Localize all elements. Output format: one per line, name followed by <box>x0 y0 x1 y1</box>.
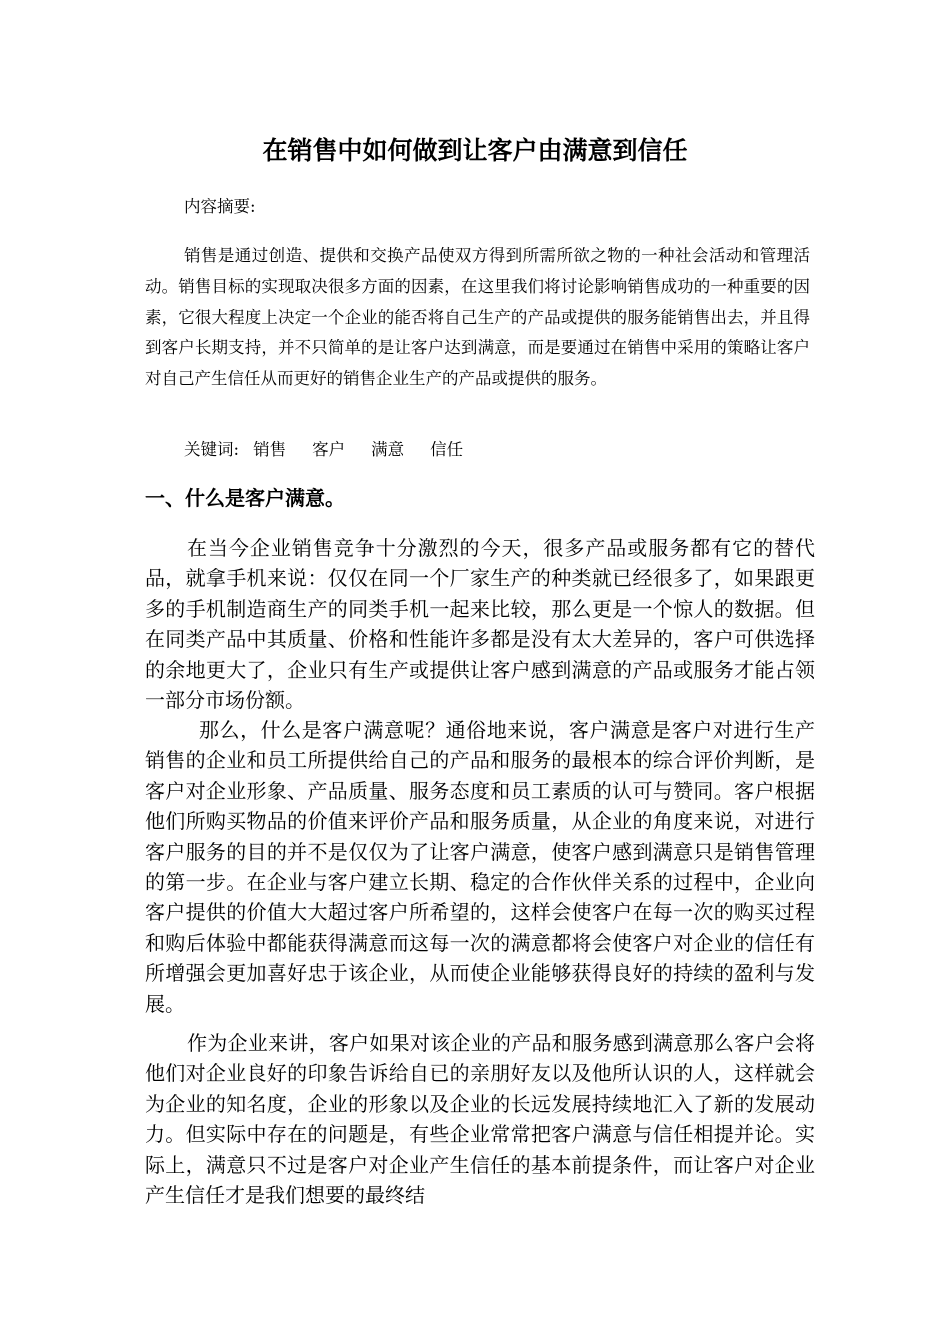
keyword-item: 满意 <box>371 440 405 459</box>
body-paragraph: 在当今企业销售竞争十分激烈的今天，很多产品或服务都有它的替代品，就拿手机来说：仅仅在同一个厂家生产的种类就已经很多了，如果跟更多的手机制造商生产的同类手机一起来比较，那么更是一个惊人的数据。但在同类产品中其质量、价格和性能许多都是没有太大差异的，客户可供选择的余地更大了，企业只有生产或提供让客户感到满意的产品或服务才能占领一部分市场份额。 <box>145 536 815 713</box>
keyword-item: 客户 <box>312 440 346 459</box>
keywords-line <box>184 437 489 463</box>
keyword-item: 销售 <box>253 440 287 459</box>
body-paragraph: 那么，什么是客户满意呢？通俗地来说，客户满意是客户对进行生产销售的企业和员工所提供给自己的产品和服务的最根本的综合评价判断，是客户对企业形象、产品质量、服务态度和员工素质的认可与赞同。客户根据他们所购买物品的价值来评价产品和服务质量，从企业的角度来说，对进行客户服务的目的并不是仅仅为了让客户满意，使客户感到满意只是销售管理的第一步。在企业与客户建立长期、稳定的合作伙伴关系的过程中，企业向客户提供的价值大大超过客户所希望的，这样会使客户在每一次的购买过程和购后体验中都能获得满意而这每一次的满意都将会使客户对企业的信任有所增强会更加喜好忠于该企业，从而使企业能够获得良好的持续的盈利与发展。 <box>145 718 815 1016</box>
abstract-text: 销售是通过创造、提供和交换产品使双方得到所需所欲之物的一种社会活动和管理活动。销售目标的实现取决很多方面的因素，在这里我们将讨论影响销售成功的一种重要的因素，它很大程度上决定一个企业的能否将自己生产的产品或提供的服务能销售出去，并且得到客户长期支持，并不只简单的是让客户达到满意，而是要通过在销售中采用的策略让客户对自己产生信任从而更好的销售企业生产的产品或提供的服务。 <box>145 246 810 389</box>
keywords-label: 关键词: <box>184 440 240 459</box>
document-title: 在销售中如何做到让客户由满意到信任 <box>262 136 688 165</box>
section-heading: 一、什么是客户满意。 <box>145 486 345 510</box>
abstract-label: 内容摘要: <box>184 197 256 216</box>
keyword-item: 信任 <box>430 440 464 459</box>
body-paragraph: 作为企业来讲，客户如果对该企业的产品和服务感到满意那么客户会将他们对企业良好的印象告诉给自已的亲朋好友以及他所认识的人，这样就会为企业的知名度，企业的形象以及企业的长远发展持续地汇入了新的发展动力。但实际中存在的问题是，有些企业常常把客户满意与信任相提并论。实际上，满意只不过是客户对企业产生信任的基本前提条件，而让客户对企业产生信任才是我们想要的最终结 <box>145 1031 815 1208</box>
